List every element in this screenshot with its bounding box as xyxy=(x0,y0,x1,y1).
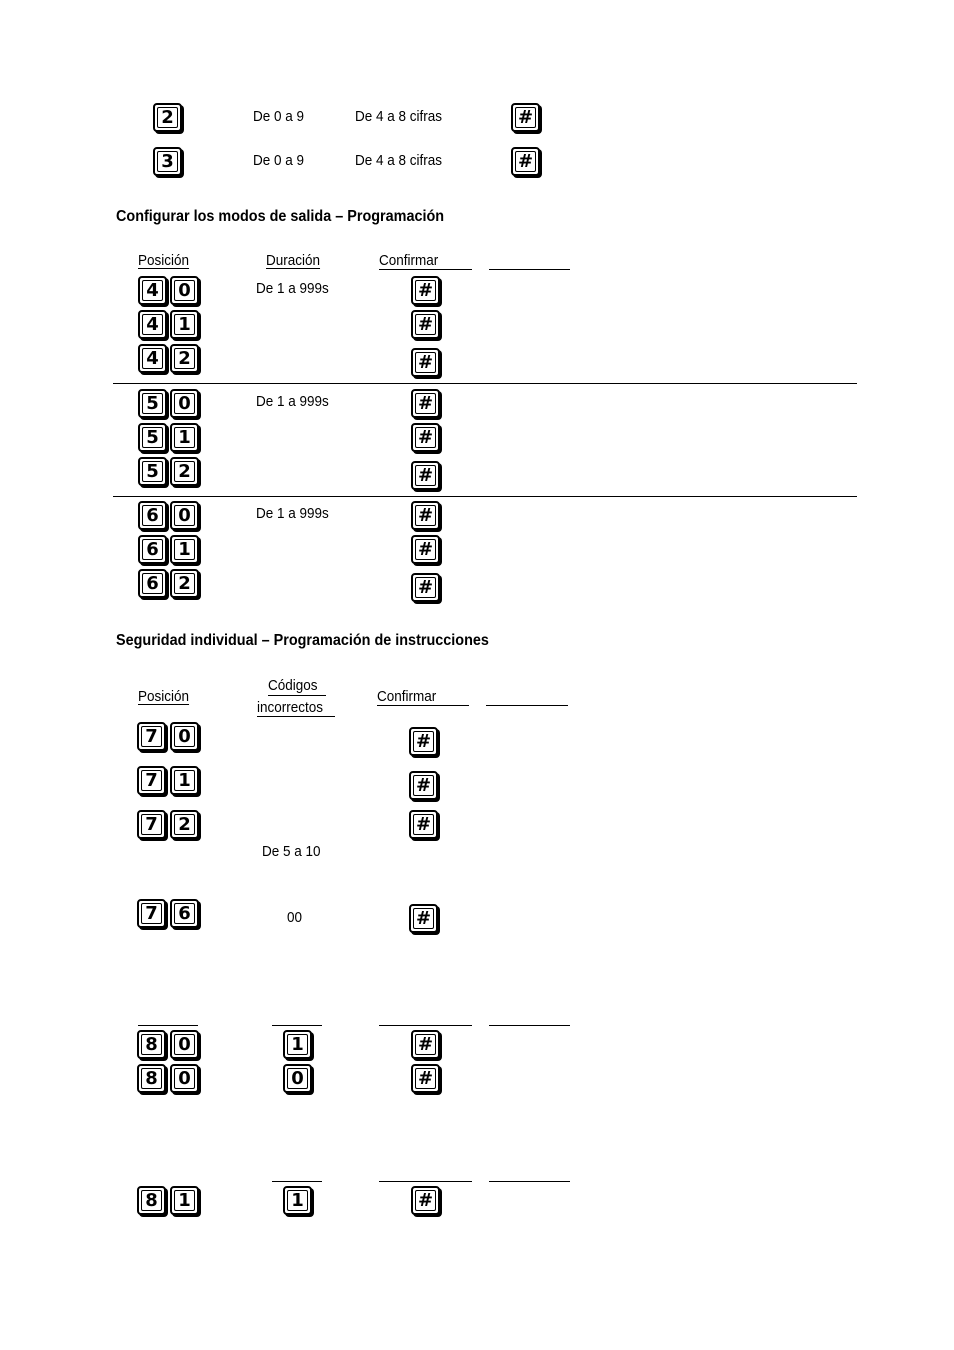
digits-clip xyxy=(355,150,443,174)
range-text: De 0 a 9 xyxy=(253,152,305,169)
hash-key: # xyxy=(411,1030,440,1059)
hash-key: # xyxy=(409,810,438,839)
range-text: De 0 a 9 xyxy=(253,108,305,125)
key-digit: 5 xyxy=(138,389,167,418)
key-digit: 6 xyxy=(170,899,199,928)
hash-key: # xyxy=(511,103,540,132)
duration-text: De 1 a 999s xyxy=(256,393,329,410)
hash-key: # xyxy=(411,1064,440,1093)
digits-text: De 4 a 8 cifras xyxy=(355,108,443,125)
key-digit: 0 xyxy=(170,1064,199,1093)
hash-key: # xyxy=(411,423,440,452)
hash-key: # xyxy=(409,771,438,800)
header-position: Posición xyxy=(138,688,190,705)
hash-key: # xyxy=(411,501,440,530)
header-underline xyxy=(379,1025,472,1026)
header-underline xyxy=(379,1181,472,1182)
key-digit: 8 xyxy=(137,1064,166,1093)
key-digit: 4 xyxy=(138,344,167,373)
hash-key: # xyxy=(411,348,440,377)
key-digit: 1 xyxy=(170,535,199,564)
duration-text: De 1 a 999s xyxy=(256,280,329,297)
key-digit: 6 xyxy=(138,535,167,564)
header-underline xyxy=(138,1025,198,1026)
section1-title: Configurar los modos de salida – Programación xyxy=(116,208,445,225)
duration-text: De 1 a 999s xyxy=(256,505,329,522)
header-underline xyxy=(272,1181,322,1182)
key-digit: 1 xyxy=(170,1186,199,1215)
key-digit: 2 xyxy=(170,569,199,598)
key-digit: 1 xyxy=(170,310,199,339)
key-digit: 0 xyxy=(170,722,199,751)
key-digit: 2 xyxy=(170,344,199,373)
header-underline xyxy=(272,1025,322,1026)
range-text: De 5 a 10 xyxy=(262,843,321,860)
hash-key: # xyxy=(411,461,440,490)
hash-key: # xyxy=(511,147,540,176)
key-digit: 8 xyxy=(137,1030,166,1059)
header-confirm: Confirmar xyxy=(377,688,437,705)
hash-key: # xyxy=(409,904,438,933)
header-underline xyxy=(489,1025,570,1026)
key-digit: 8 xyxy=(137,1186,166,1215)
key-digit: 4 xyxy=(138,310,167,339)
key-3: 3 xyxy=(153,147,182,176)
key-digit: 0 xyxy=(170,276,199,305)
header-position: Posición xyxy=(138,252,190,269)
key-digit: 7 xyxy=(137,722,166,751)
key-digit: 0 xyxy=(170,1030,199,1059)
header-confirm-clip xyxy=(377,686,443,710)
key-digit: 0 xyxy=(170,501,199,530)
key-digit: 1 xyxy=(170,766,199,795)
key-digit: 0 xyxy=(170,389,199,418)
header-underline xyxy=(379,269,472,270)
hash-key: # xyxy=(411,310,440,339)
hash-key: # xyxy=(411,535,440,564)
hash-key: # xyxy=(411,1186,440,1215)
key-digit: 1 xyxy=(283,1030,312,1059)
header-confirm: Confirmar xyxy=(379,252,439,269)
group-divider xyxy=(113,383,857,384)
header-codes-line1: Códigos xyxy=(268,677,318,694)
header-underline xyxy=(268,695,326,696)
key-digit: 2 xyxy=(170,457,199,486)
key-digit: 1 xyxy=(283,1186,312,1215)
header-duration: Duración xyxy=(266,252,321,269)
key-digit: 6 xyxy=(138,569,167,598)
key-digit: 7 xyxy=(137,810,166,839)
key-digit: 4 xyxy=(138,276,167,305)
hash-key: # xyxy=(411,276,440,305)
header-underline xyxy=(257,716,335,717)
key-digit: 0 xyxy=(283,1064,312,1093)
hash-key: # xyxy=(411,573,440,602)
key-digit: 7 xyxy=(137,899,166,928)
header-confirm-clip xyxy=(379,250,443,274)
group-divider xyxy=(113,496,857,497)
key-digit: 6 xyxy=(138,501,167,530)
value-text: 00 xyxy=(287,909,303,926)
hash-key: # xyxy=(411,389,440,418)
hash-key: # xyxy=(409,727,438,756)
section1-title-clip xyxy=(116,206,445,230)
header-underline-extra xyxy=(489,269,570,270)
key-digit: 5 xyxy=(138,457,167,486)
section2-title: Seguridad individual – Programación de instrucciones xyxy=(116,632,489,649)
key-digit: 2 xyxy=(170,810,199,839)
digits-clip xyxy=(355,106,443,130)
header-underline-extra xyxy=(486,705,568,706)
key-2: 2 xyxy=(153,103,182,132)
section2-title-clip xyxy=(116,630,489,654)
key-digit: 5 xyxy=(138,423,167,452)
key-digit: 1 xyxy=(170,423,199,452)
header-underline xyxy=(489,1181,570,1182)
header-codes-line2: incorrectos xyxy=(257,699,324,716)
header-underline xyxy=(377,705,469,706)
digits-text: De 4 a 8 cifras xyxy=(355,152,443,169)
key-digit: 7 xyxy=(137,766,166,795)
